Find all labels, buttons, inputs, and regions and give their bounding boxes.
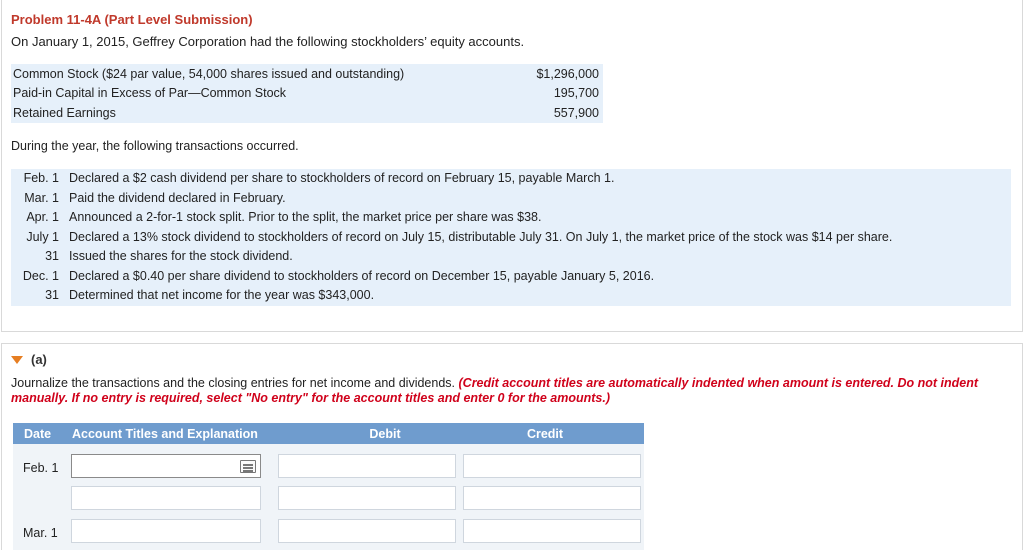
transactions-table bbox=[11, 169, 1011, 306]
instruction-note: (Credit account titles are automatically indented when amount is entered. Do not indent manually. If no entry is required, select "No entry" for the account titles and enter 0 for the amounts.) bbox=[11, 376, 979, 405]
part-a-toggle[interactable] bbox=[11, 352, 47, 367]
equity-label: Common Stock ($24 par value, 54,000 shares issued and outstanding) bbox=[13, 66, 405, 81]
transaction-row bbox=[11, 286, 1011, 306]
debit-input[interactable] bbox=[278, 454, 456, 478]
transaction-date: July 1 bbox=[26, 229, 59, 244]
transaction-date: Feb. 1 bbox=[23, 171, 59, 185]
credit-input[interactable] bbox=[463, 519, 641, 543]
transaction-text: Declared a 13% stock dividend to stockholders of record on July 15, distributable July 31. On July 1, the market price of the stock was $14 per share. bbox=[69, 229, 893, 244]
header-account: Account Titles and Explanation bbox=[72, 426, 258, 441]
part-a-instructions bbox=[11, 376, 1016, 406]
transaction-text: Issued the shares for the stock dividend. bbox=[69, 249, 293, 263]
transaction-date: 31 bbox=[45, 249, 59, 263]
instruction-text: Journalize the transactions and the closing entries for net income and dividends. bbox=[11, 376, 456, 390]
journal-date: Feb. 1 bbox=[23, 461, 59, 475]
credit-input[interactable] bbox=[463, 454, 641, 478]
part-a-label: (a) bbox=[31, 352, 47, 367]
transaction-date: Dec. 1 bbox=[22, 268, 59, 283]
transaction-row bbox=[11, 169, 1011, 189]
debit-input[interactable] bbox=[278, 486, 456, 510]
transaction-text: Declared a $2 cash dividend per share to stockholders of record on February 15, payable March 1. bbox=[69, 171, 615, 185]
transaction-row bbox=[11, 247, 1011, 267]
account-title-input[interactable] bbox=[71, 486, 261, 510]
header-debit: Debit bbox=[369, 426, 401, 441]
journal-row bbox=[13, 454, 644, 478]
problem-title: Problem 11-4A (Part Level Submission) bbox=[11, 12, 253, 27]
debit-input[interactable] bbox=[278, 519, 456, 543]
collapse-triangle-icon[interactable] bbox=[11, 356, 23, 364]
problem-intro: On January 1, 2015, Geffrey Corporation had the following stockholders’ equity accounts. bbox=[11, 34, 525, 49]
transaction-date: Apr. 1 bbox=[26, 210, 59, 224]
equity-value: $1,296,000 bbox=[536, 66, 599, 81]
equity-row bbox=[11, 64, 603, 84]
transaction-row bbox=[11, 228, 1011, 248]
during-year-text: During the year, the following transactions occurred. bbox=[11, 139, 299, 153]
transaction-text: Declared a $0.40 per share dividend to stockholders of record on December 15, payable January 5, 2016. bbox=[69, 268, 655, 283]
journal-row bbox=[13, 519, 644, 543]
equity-row bbox=[11, 103, 603, 123]
journal-row bbox=[13, 486, 644, 510]
transaction-row bbox=[11, 267, 1011, 287]
transaction-date: 31 bbox=[45, 288, 59, 302]
equity-value: 557,900 bbox=[553, 105, 599, 120]
header-credit: Credit bbox=[526, 426, 564, 441]
account-title-input[interactable] bbox=[71, 454, 261, 478]
equity-label: Retained Earnings bbox=[13, 105, 116, 120]
equity-accounts-table bbox=[11, 64, 603, 123]
account-title-input[interactable] bbox=[71, 519, 261, 543]
transaction-date: Mar. 1 bbox=[24, 190, 59, 205]
equity-row bbox=[11, 84, 603, 104]
equity-value: 195,700 bbox=[553, 86, 599, 101]
credit-input[interactable] bbox=[463, 486, 641, 510]
list-icon[interactable] bbox=[240, 460, 256, 473]
transaction-text: Announced a 2-for-1 stock split. Prior to the split, the market price per share was $38. bbox=[69, 210, 542, 224]
equity-label: Paid-in Capital in Excess of Par—Common Stock bbox=[13, 86, 287, 101]
journal-date: Mar. 1 bbox=[23, 526, 58, 540]
journal-header bbox=[13, 423, 644, 444]
transaction-row bbox=[11, 208, 1011, 228]
transaction-text: Determined that net income for the year was $343,000. bbox=[69, 288, 375, 302]
transaction-row bbox=[11, 189, 1011, 209]
journal-body bbox=[13, 444, 644, 550]
transaction-text: Paid the dividend declared in February. bbox=[69, 190, 286, 205]
header-date: Date bbox=[24, 426, 52, 441]
